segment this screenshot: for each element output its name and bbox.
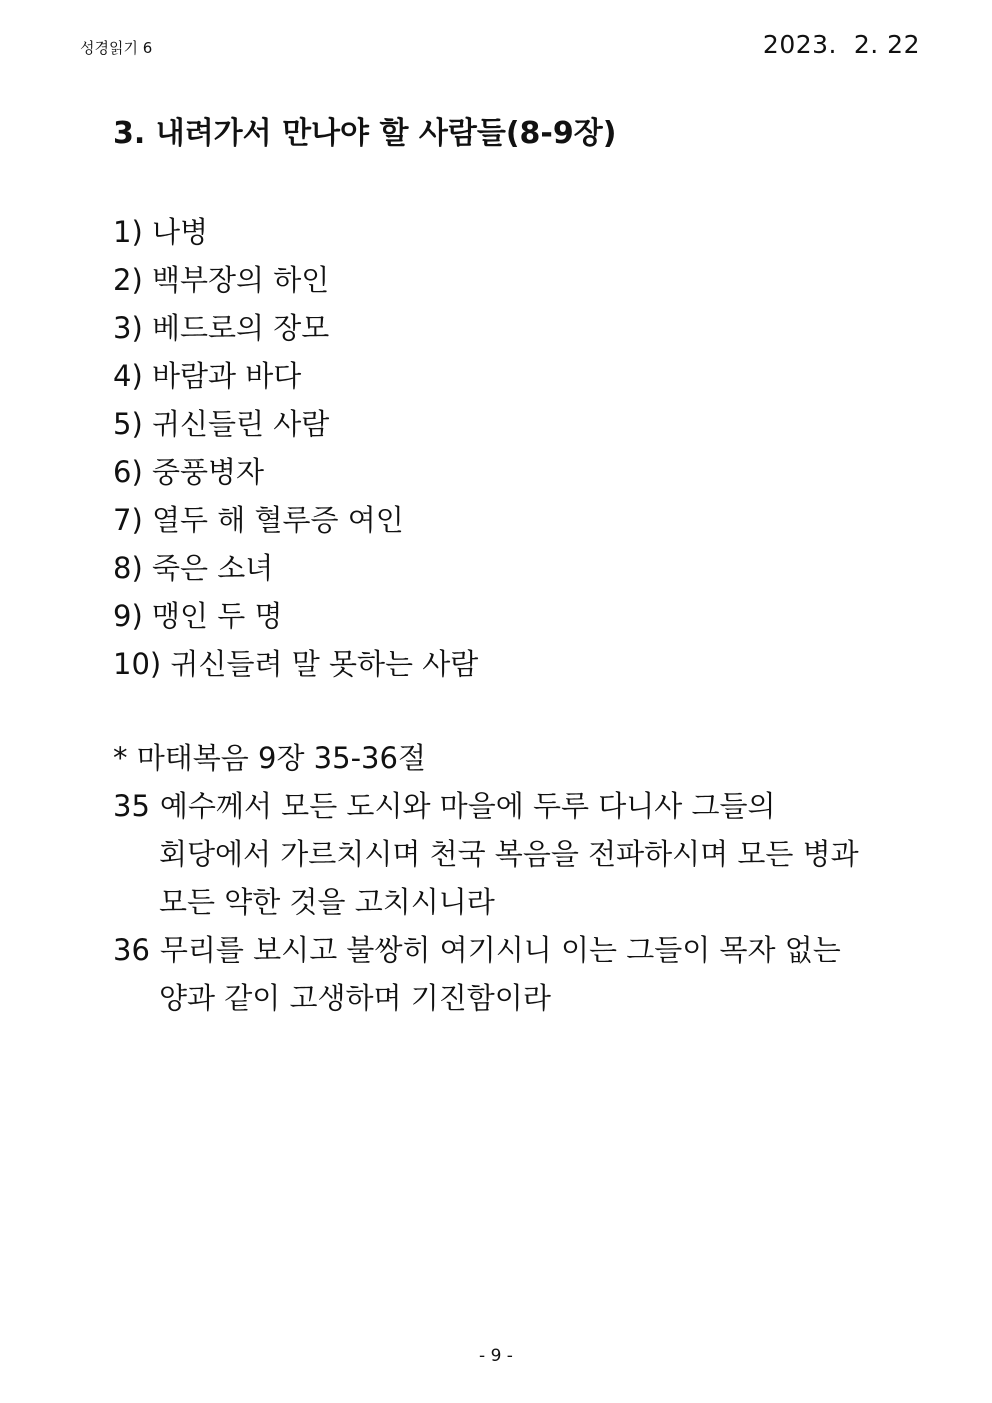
verse-text: 예수께서 모든 도시와 마을에 두루 다니사 그들의 [159, 789, 776, 823]
verse-35-line-1 [113, 782, 933, 830]
list-item: 1) 나병 [113, 215, 209, 249]
list-item: 2) 백부장의 하인 [113, 263, 330, 297]
list-item: 3) 베드로의 장모 [113, 311, 330, 345]
document-date: 2023. 2. 22 [762, 30, 920, 59]
list-item: 4) 바람과 바다 [113, 359, 302, 393]
page-number: - 9 - [479, 1346, 513, 1366]
section-title: 3. 내려가서 만나야 할 사람들(8-9장) [113, 116, 617, 151]
document-series-label: 성경읽기 6 [80, 39, 153, 57]
people-list [113, 208, 478, 688]
list-item: 9) 맹인 두 명 [113, 599, 283, 633]
list-item: 6) 중풍병자 [113, 455, 265, 489]
verse-text: 무리를 보시고 불쌍히 여기시니 이는 그들이 목자 없는 [159, 933, 841, 967]
list-item: 7) 열두 해 혈루증 여인 [113, 503, 404, 537]
list-item: 8) 죽은 소녀 [113, 551, 274, 585]
scripture-passage [113, 734, 933, 1022]
list-item: 10) 귀신들려 말 못하는 사람 [113, 647, 479, 681]
verse-35-line-2: 회당에서 가르치시며 천국 복음을 전파하시며 모든 병과 [159, 837, 859, 871]
scripture-reference: * 마태복음 9장 35-36절 [113, 741, 426, 775]
verse-35-line-3: 모든 약한 것을 고치시니라 [159, 885, 495, 919]
verse-36-line-2: 양과 같이 고생하며 기진함이라 [159, 981, 551, 1015]
verse-36-line-1 [113, 926, 933, 974]
list-item: 5) 귀신들린 사람 [113, 407, 330, 441]
verse-number: 35 [113, 789, 150, 823]
verse-number: 36 [113, 933, 150, 967]
